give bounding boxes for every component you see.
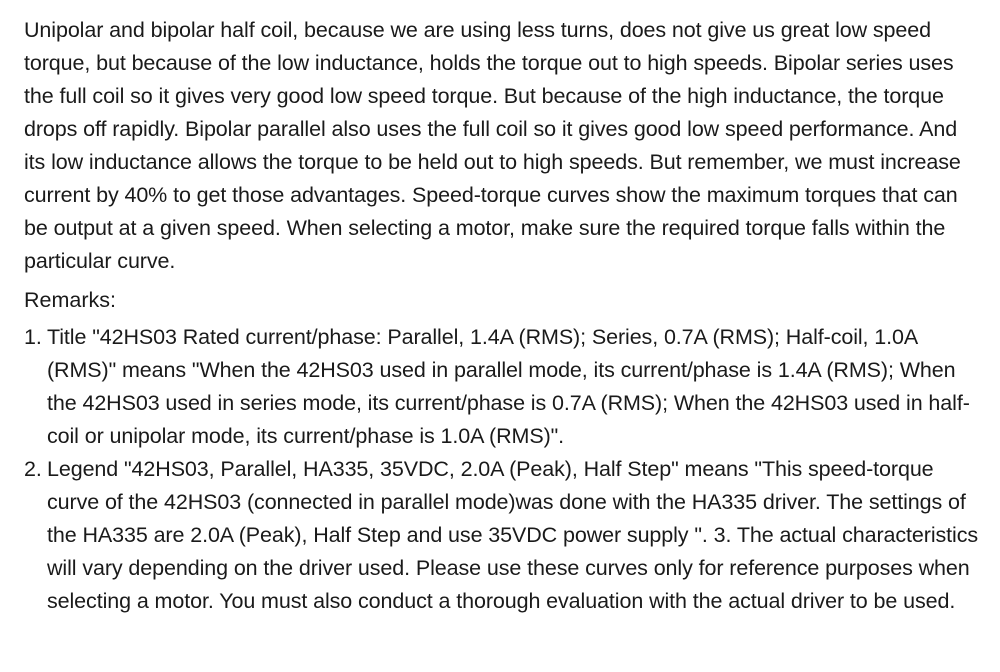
remark-text-1: Title "42HS03 Rated current/phase: Parallel, 1.4A (RMS); Series, 0.7A (RMS); Half-coil, 1.0A (RMS)" means "When the 42HS03 used in parallel mode, its current/phase is 1.4A (RMS); When the 42HS03 used in series mode, its current/phase is 0.7A (RMS); When the 42HS03 used in half-coil or unipolar mode, its current/phase is 1.0A (RMS)". [47, 325, 970, 448]
remark-number-2: 2. [24, 457, 42, 481]
remark-item-2 [24, 453, 984, 618]
intro-paragraph: Unipolar and bipolar half coil, because we are using less turns, does not give us great low speed torque, but because of the low inductance, holds the torque out to high speeds. Bipolar series uses the full coil so it gives very good low speed torque. But because of the high inductance, the torque drops off rapidly. Bipolar parallel also uses the full coil so it gives good low speed performance. And its low inductance allows the torque to be held out to high speeds. But remember, we must increase current by 40% to get those advantages. Speed-torque curves show the maximum torques that can be output at a given speed. When selecting a motor, make sure the required torque falls within the particular curve. [24, 18, 961, 273]
remarks-list [24, 321, 984, 618]
remark-number-1: 1. [24, 325, 42, 349]
remark-item-1 [24, 321, 984, 453]
remark-text-2: Legend "42HS03, Parallel, HA335, 35VDC, 2.0A (Peak), Half Step" means "This speed-torque curve of the 42HS03 (connected in parallel mode)was done with the HA335 driver. The settings of the HA335 are 2.0A (Peak), Half Step and use 35VDC power supply ". 3. The actual characteristics will vary depending on the driver used. Please use these curves only for reference purposes when selecting a motor. You must also conduct a thorough evaluation with the actual driver to be used. [47, 457, 978, 613]
remarks-heading: Remarks: [24, 288, 116, 312]
document-body [24, 14, 984, 618]
